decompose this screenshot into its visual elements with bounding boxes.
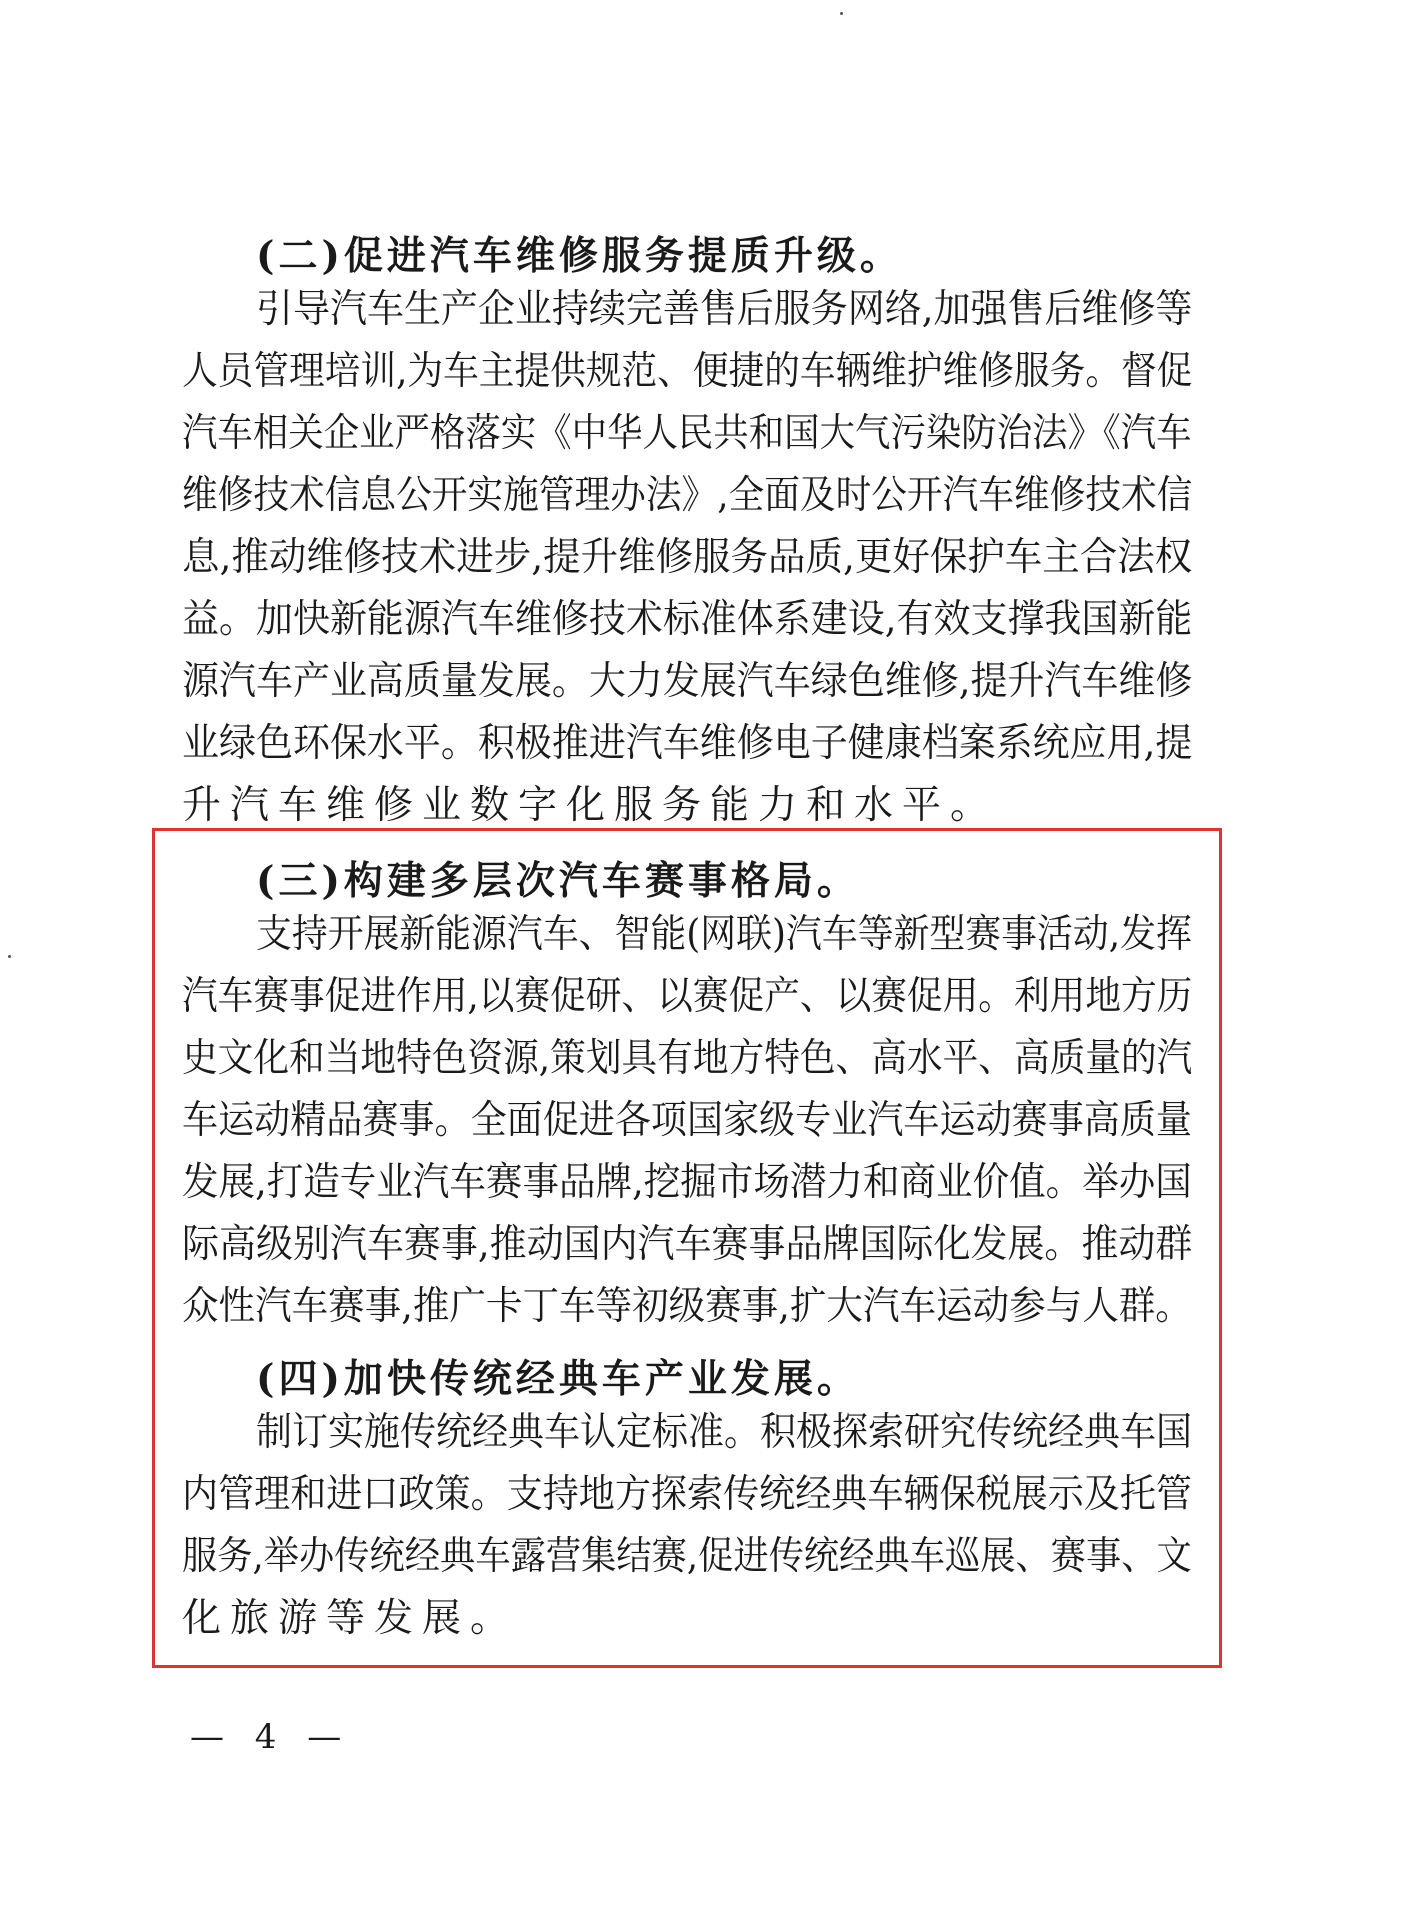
section-3-line-2: 汽车赛事促进作用,以赛促研、以赛促产、以赛促用。利用地方历 — [182, 974, 1193, 1019]
section-3-heading: (三)构建多层次汽车赛事格局。 — [256, 858, 860, 904]
section-2-line-5: 息,推动维修技术进步,提升维修服务品质,更好保护车主合法权 — [182, 535, 1193, 580]
section-2-line-2: 人员管理培训,为车主提供规范、便捷的车辆维护维修服务。督促 — [182, 349, 1193, 394]
section-4-line-4: 化旅游等发展。 — [182, 1596, 519, 1641]
section-4-heading: (四)加快传统经典车产业发展。 — [256, 1356, 860, 1402]
section-2-heading: (二)促进汽车维修服务提质升级。 — [256, 233, 903, 279]
section-4-line-2: 内管理和进口政策。支持地方探索传统经典车辆保税展示及托管 — [182, 1472, 1193, 1517]
section-4-line-1: 制订实施传统经典车认定标准。积极探索研究传统经典车国 — [256, 1410, 1193, 1455]
section-2-line-7: 源汽车产业高质量发展。大力发展汽车绿色维修,提升汽车维修 — [182, 659, 1193, 704]
section-3-line-7: 众性汽车赛事,推广卡丁车等初级赛事,扩大汽车运动参与人群。 — [182, 1284, 1192, 1329]
section-3-line-3: 史文化和当地特色资源,策划具有地方特色、高水平、高质量的汽 — [182, 1036, 1193, 1081]
section-2-line-6: 益。加快新能源汽车维修技术标准体系建设,有效支撑我国新能 — [182, 597, 1193, 642]
section-2-line-1: 引导汽车生产企业持续完善售后服务网络,加强售后维修等 — [256, 287, 1193, 332]
section-3-line-4: 车运动精品赛事。全面促进各项国家级专业汽车运动赛事高质量 — [182, 1098, 1193, 1143]
scan-speck — [8, 955, 11, 958]
page-number: — 4 — — [190, 1717, 352, 1757]
section-2-line-8: 业绿色环保水平。积极推进汽车维修电子健康档案系统应用,提 — [182, 721, 1193, 766]
section-3-line-1: 支持开展新能源汽车、智能(网联)汽车等新型赛事活动,发挥 — [256, 912, 1192, 957]
section-3-line-5: 发展,打造专业汽车赛事品牌,挖掘市场潜力和商业价值。举办国 — [182, 1160, 1192, 1205]
section-2-line-9: 升汽车维修业数字化服务能力和水平。 — [182, 783, 999, 828]
section-2-line-4: 维修技术信息公开实施管理办法》,全面及时公开汽车维修技术信 — [182, 473, 1193, 518]
section-4-line-3: 服务,举办传统经典车露营集结赛,促进传统经典车巡展、赛事、文 — [182, 1534, 1192, 1579]
section-3-line-6: 际高级别汽车赛事,推动国内汽车赛事品牌国际化发展。推动群 — [182, 1222, 1193, 1267]
section-2-line-3: 汽车相关企业严格落实《中华人民共和国大气污染防治法》《汽车 — [182, 411, 1192, 456]
scan-speck — [840, 12, 843, 15]
